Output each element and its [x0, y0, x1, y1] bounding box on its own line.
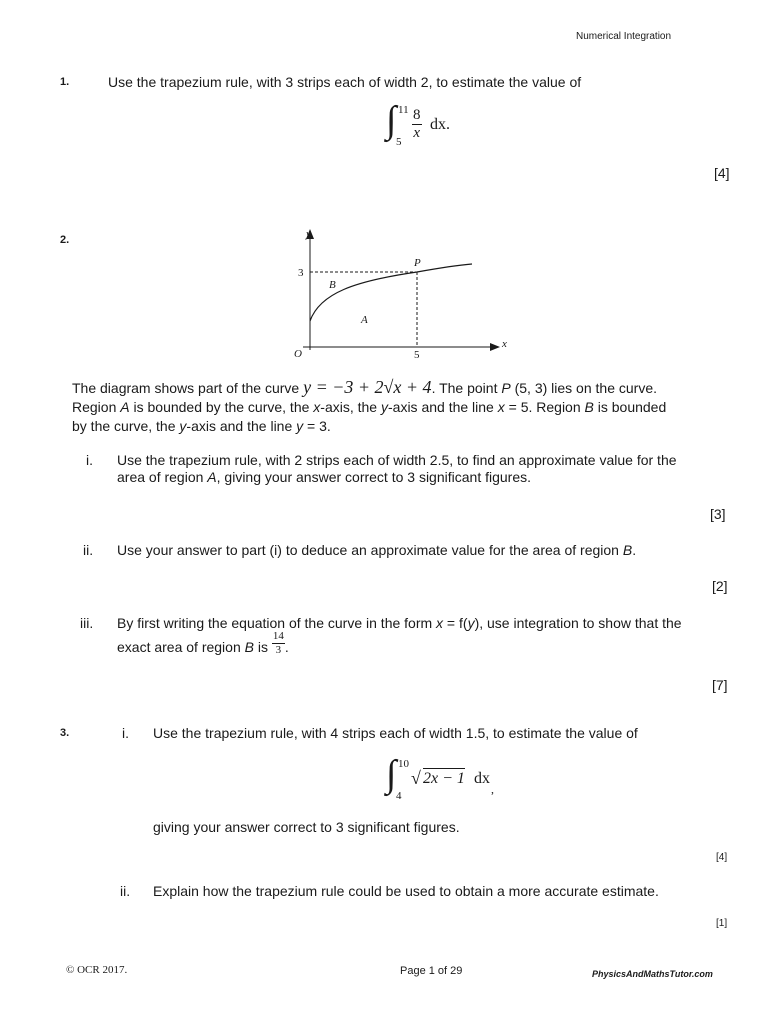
integral-sign: ∫	[386, 99, 397, 141]
q1-integral	[386, 99, 486, 150]
page-header-title: Numerical Integration	[576, 31, 672, 42]
origin-label: O	[294, 348, 302, 360]
footer-site: PhysicsAndMathsTutor.com	[592, 969, 713, 979]
q3-ii-text: Explain how the trapezium rule could be used to obtain a more accurate estimate.	[153, 883, 659, 899]
q2-intro-line-1: The diagram shows part of the curve y = −3 + 2√x + 4. The point P (5, 3) lies on the curve.	[72, 377, 657, 397]
footer-copyright: © OCR 2017.	[66, 964, 128, 976]
q2-diagram	[285, 225, 520, 365]
sqrt-symbol: √	[411, 768, 421, 788]
q2-iii-marks: [7]	[712, 677, 728, 693]
q3-comma: ,	[491, 782, 494, 796]
q3-integrand: 2x − 1	[423, 770, 465, 787]
q3-ii-label: ii.	[120, 883, 131, 899]
q1-fraction: $\frac{8}{x}$	[413, 107, 421, 141]
footer-page-number: Page 1 of 29	[400, 965, 463, 977]
q2-number: 2.	[60, 234, 70, 246]
q2-intro-line-2: Region A is bounded by the curve, the x-axis, the y-axis and the line x = 5. Region B is bounded	[72, 399, 667, 415]
curve	[310, 264, 472, 321]
y-tick-label: 3	[298, 267, 304, 279]
integral-upper: 11	[398, 104, 409, 116]
q2-i-marks: [3]	[710, 506, 726, 522]
q2-ii-label: ii.	[83, 542, 94, 558]
q2-i-label: i.	[86, 452, 93, 468]
q2-iii-label: iii.	[80, 615, 94, 631]
x-tick-label: 5	[414, 349, 420, 361]
q3-i-text-2: giving your answer correct to 3 significant figures.	[153, 819, 460, 835]
q1-marks: [4]	[714, 165, 730, 181]
q1-dx: dx.	[430, 116, 450, 133]
q2-i-line-1: Use the trapezium rule, with 2 strips each of width 2.5, to find an approximate value for the	[117, 452, 677, 468]
integral-lower: 5	[396, 136, 402, 148]
x-axis-label: x	[502, 338, 507, 350]
q3-integral	[386, 753, 506, 806]
y-axis-label: y	[306, 228, 311, 240]
q1-number: 1.	[60, 76, 70, 88]
region-b-label: B	[329, 279, 336, 291]
region-a-label: A	[361, 314, 368, 326]
q3-i-text: Use the trapezium rule, with 4 strips each of width 1.5, to estimate the value of	[153, 725, 638, 741]
integral-sign: ∫	[386, 753, 397, 795]
q2-i-line-2: area of region A, giving your answer correct to 3 significant figures.	[117, 469, 532, 485]
point-p-label: P	[414, 257, 421, 269]
integral-upper: 10	[398, 758, 409, 770]
q3-ii-marks: [1]	[716, 918, 728, 929]
q1-text: Use the trapezium rule, with 3 strips each of width 2, to estimate the value of	[108, 74, 582, 90]
q3-i-marks: [4]	[716, 852, 728, 863]
integral-lower: 4	[396, 790, 402, 802]
curve-equation: y = −3 + 2√x + 4	[303, 377, 432, 397]
q2-intro-line-3: by the curve, the y-axis and the line y = 3.	[72, 418, 331, 434]
q2-ii-text: Use your answer to part (i) to deduce an approximate value for the area of region B.	[117, 542, 637, 558]
x-axis-arrow	[490, 343, 500, 351]
fraction-14-3: $\frac{14}{3}$	[272, 630, 284, 656]
q2-ii-marks: [2]	[712, 578, 728, 594]
q2-iii-line-1: By first writing the equation of the curve in the form x = f(y), use integration to show that the	[117, 615, 682, 631]
q3-i-label: i.	[122, 725, 129, 741]
q3-number: 3.	[60, 727, 70, 739]
q3-dx: dx	[474, 770, 490, 787]
q2-iii-line-2: exact area of region B is $\frac{14}{3}$ .	[117, 630, 289, 656]
